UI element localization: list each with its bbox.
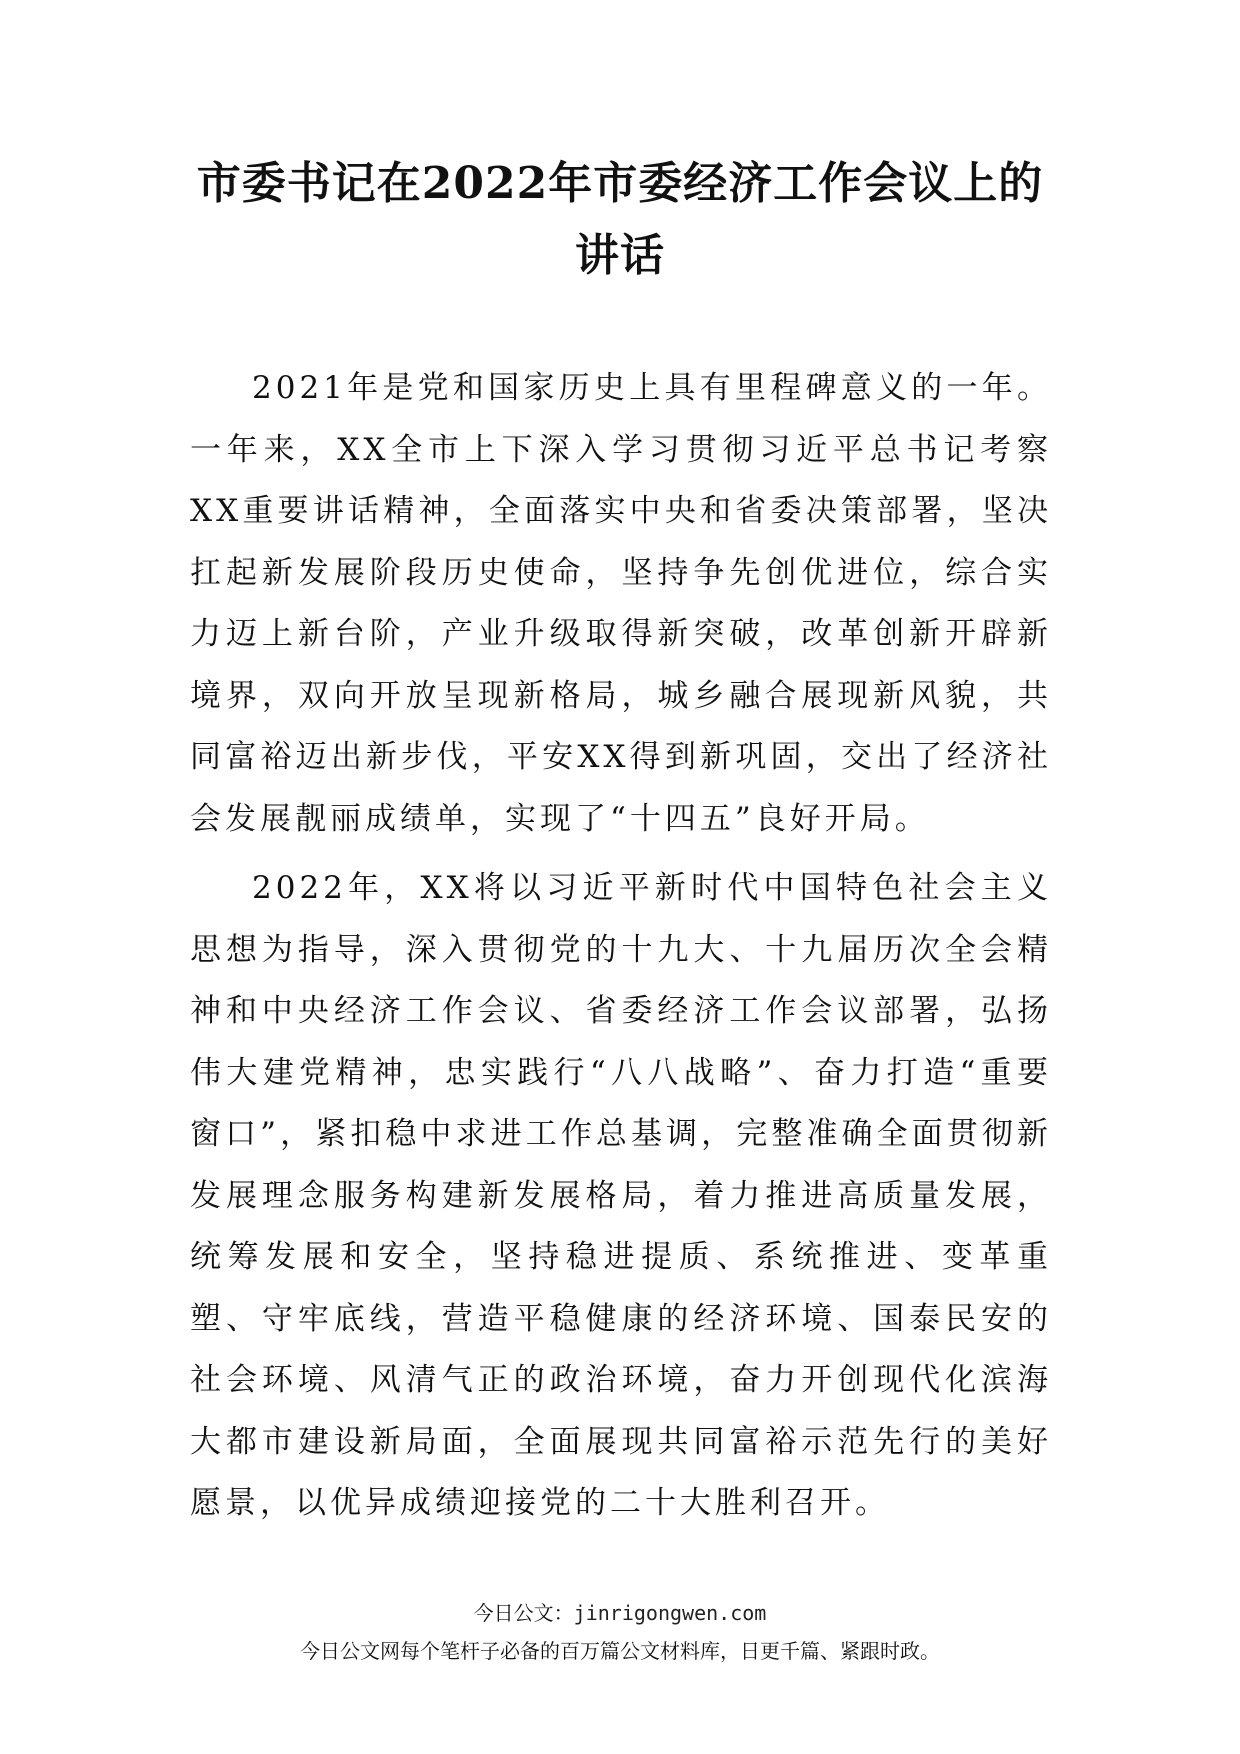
- footer-site-url[interactable]: jinrigongwen.com: [573, 1601, 767, 1625]
- paragraph-1: 2021年是党和国家历史上具有里程碑意义的一年。一年来，XX全市上下深入学习贯彻习近平总书记考察XX重要讲话精神，全面落实中央和省委决策部署，坚决扛起新发展阶段历史使命，坚持争先创优进位，综合实力迈上新台阶，产业升级取得新突破，改革创新开辟新境界，双向开放呈现新格局，城乡融合展现新风貌，共同富裕迈出新步伐，平安XX得到新巩固，交出了经济社会发展靓丽成绩单，实现了“十四五”良好开局。: [190, 370, 1052, 837]
- footer-source-line: [0, 1598, 1240, 1628]
- page-footer: [0, 1598, 1240, 1666]
- document-body: [190, 358, 1052, 1543]
- paragraph-2: 2022年，XX将以习近平新时代中国特色社会主义思想为指导，深入贯彻党的十九大、十九届历次全会精神和中央经济工作会议、省委经济工作会议部署，弘扬伟大建党精神，忠实践行“八八战略”、奋力打造“重要窗口”，紧扣稳中求进工作总基调，完整准确全面贯彻新发展理念服务构建新发展格局，着力推进高质量发展，统筹发展和安全，坚持稳进提质、系统推进、变革重塑、守牢底线，营造平稳健康的经济环境、国泰民安的社会环境、风清气正的政治环境，奋力开创现代化滨海大都市建设新局面，全面展现共同富裕示范先行的美好愿景，以优异成绩迎接党的二十大胜利召开。: [190, 870, 1052, 1521]
- footer-site-label: 今日公文：: [473, 1601, 574, 1625]
- footer-tagline: 今日公文网每个笔杆子必备的百万篇公文材料库，日更千篇、紧跟时政。: [300, 1639, 940, 1663]
- document-title: 市委书记在2022年市委经济工作会议上的讲话: [196, 158, 1044, 281]
